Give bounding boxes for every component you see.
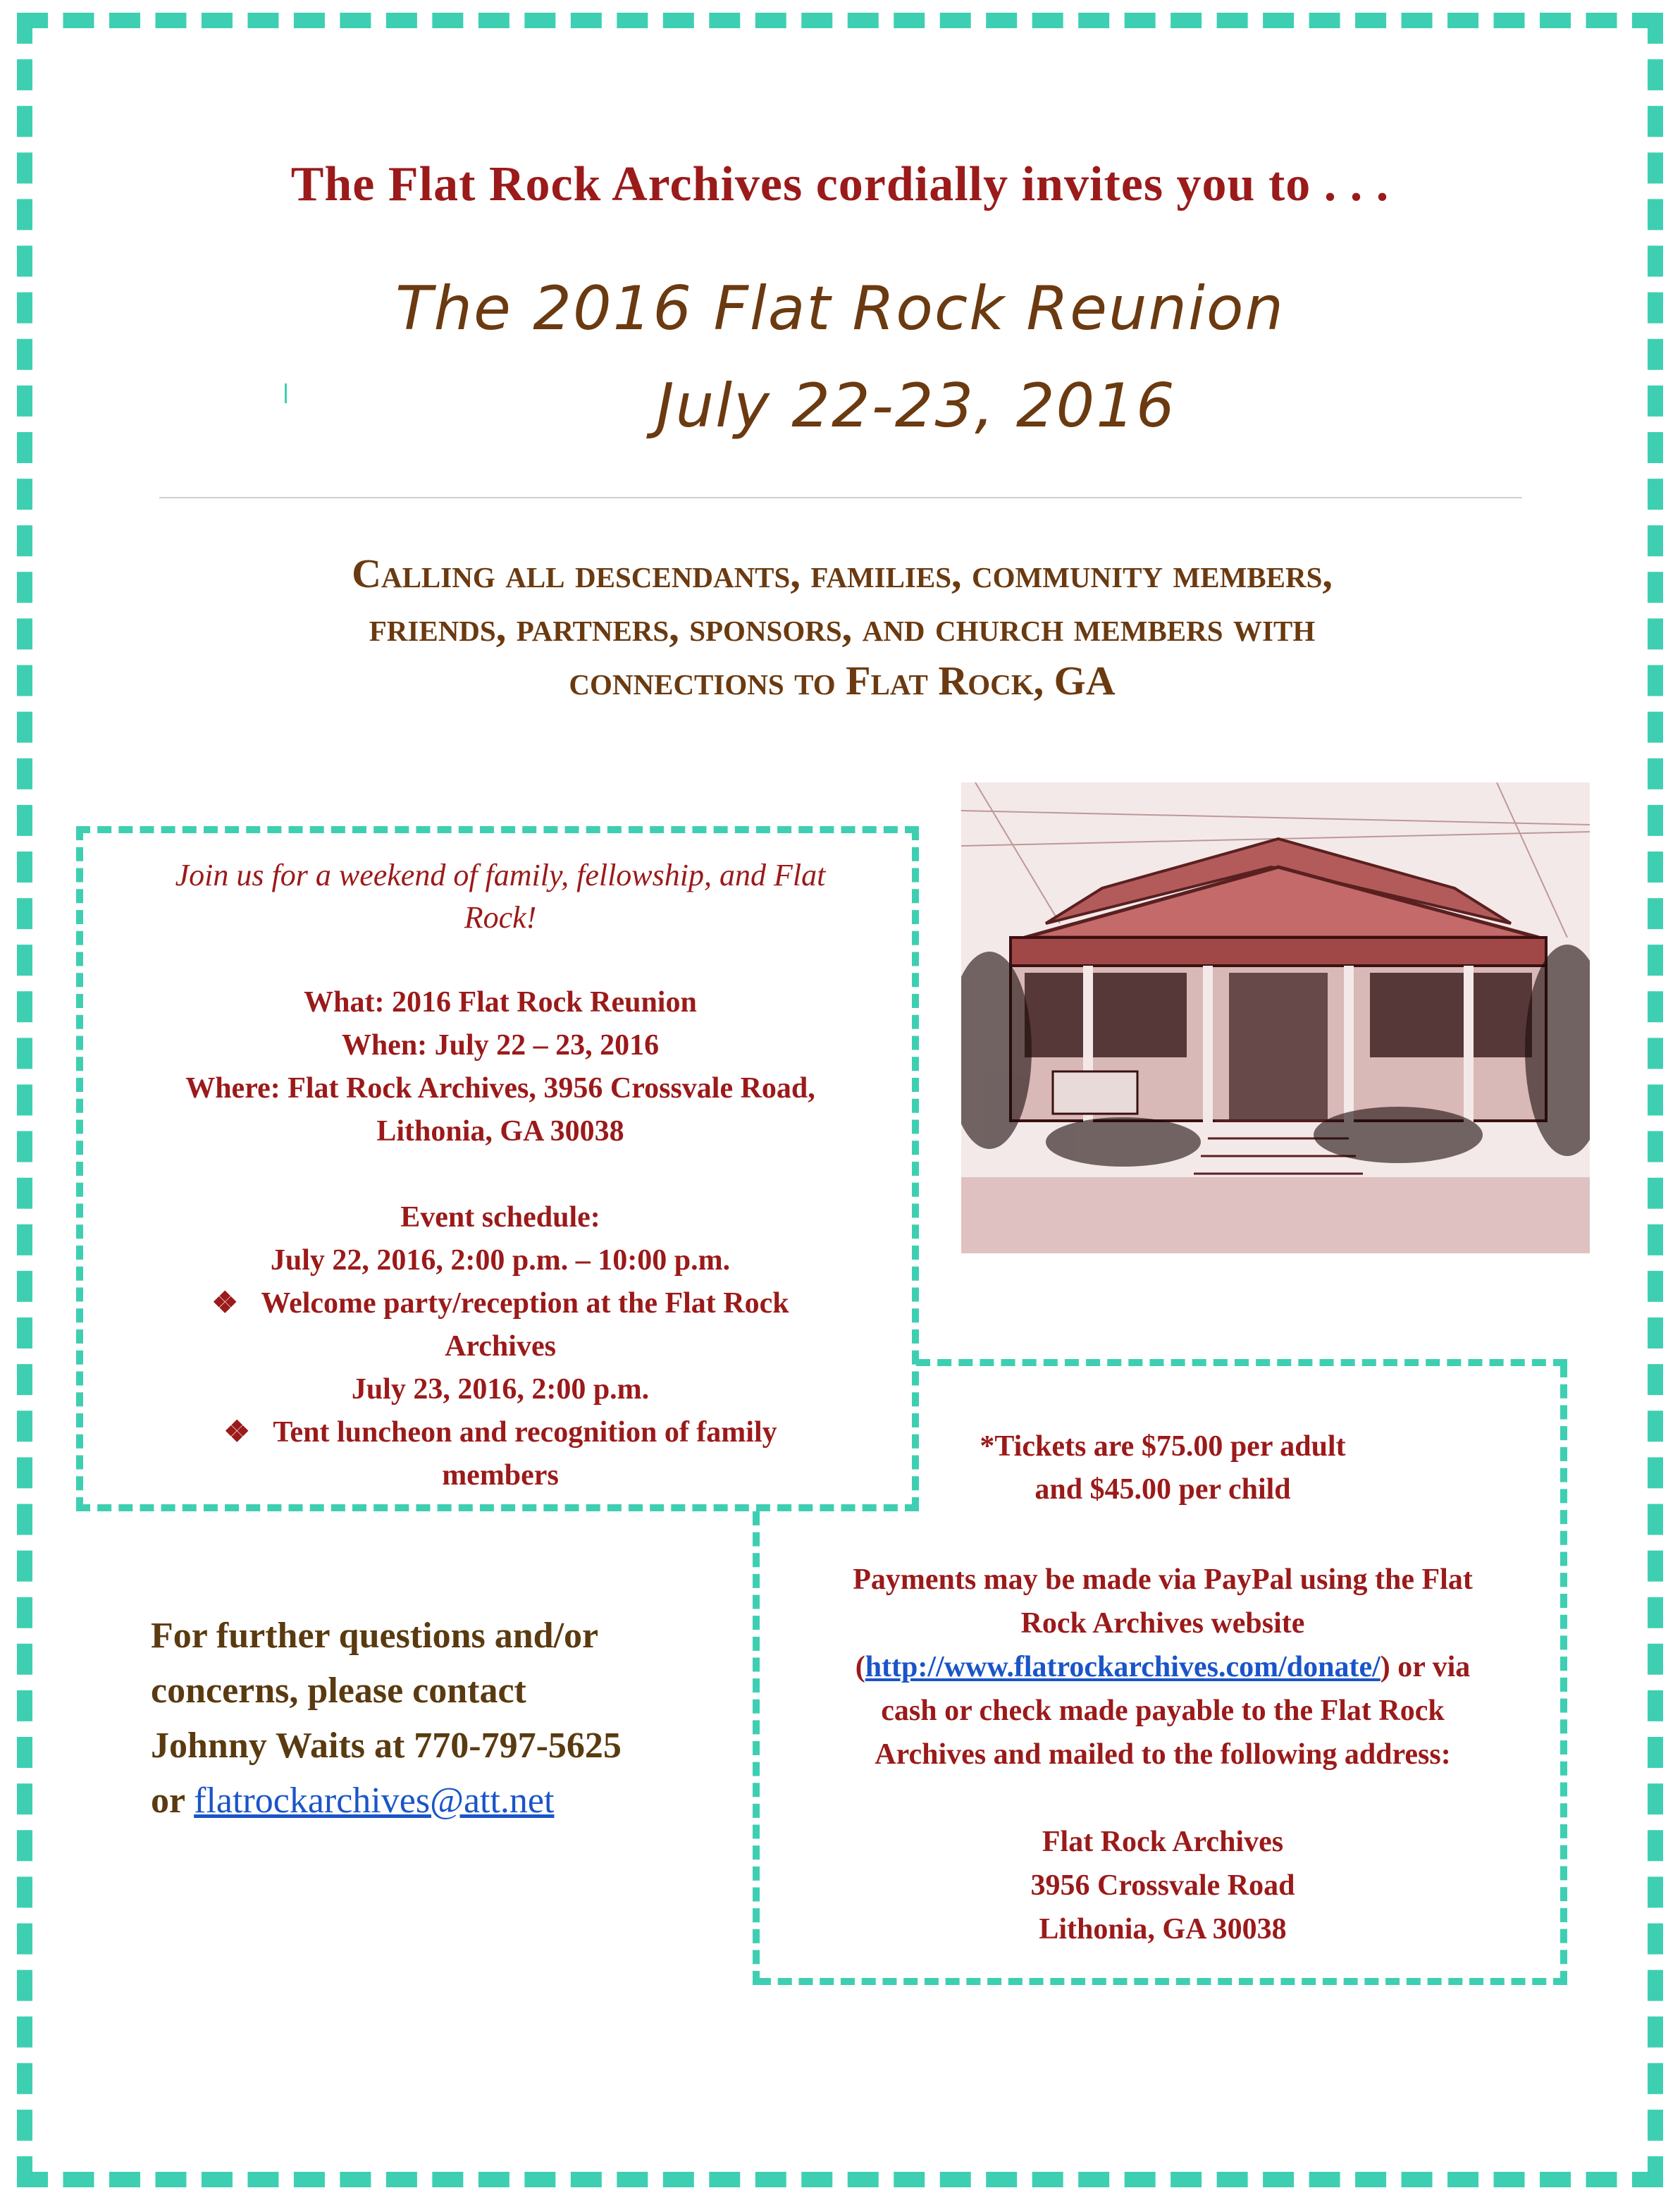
event-title: The 2016 Flat Rock Reunion	[395, 274, 1285, 344]
payment-line-4: cash or check made payable to the Flat Rock	[881, 1695, 1445, 1727]
payment-box-left-border	[753, 1511, 760, 1985]
ticket-prices	[916, 1425, 1409, 1511]
schedule-day-1: July 22, 2016, 2:00 p.m. – 10:00 p.m.	[270, 1244, 731, 1277]
contact-line-3: Johnny Waits at 770-797-5625	[151, 1726, 622, 1766]
join-line-1: Join us for a weekend of family, fellowship, and Flat	[175, 858, 826, 892]
schedule-item-2-text: Tent luncheon and recognition of family	[273, 1416, 777, 1449]
address-name: Flat Rock Archives	[1042, 1826, 1284, 1858]
payment-line-3	[775, 1645, 1550, 1689]
schedule-item-1-cont: Archives	[445, 1330, 556, 1363]
calling-line-2: friends, partners, sponsors, and church members with	[369, 604, 1316, 650]
email-link[interactable]: flatrockarchives@att.net	[194, 1781, 555, 1821]
payment-line-2: Rock Archives website	[1020, 1607, 1305, 1640]
calling-heading	[127, 547, 1557, 708]
when-line: When: July 22 – 23, 2016	[341, 1029, 660, 1062]
invite-line: The Flat Rock Archives cordially invites you to . . .	[290, 157, 1390, 211]
ticket-line-1: *Tickets are $75.00 per adult	[980, 1430, 1346, 1463]
ticket-line-2: and $45.00 per child	[1034, 1473, 1291, 1506]
schedule-heading: Event schedule:	[400, 1201, 600, 1234]
paren-open: (	[855, 1651, 865, 1683]
divider	[159, 497, 1522, 498]
contact-line-1: For further questions and/or	[151, 1616, 599, 1656]
payment-line-1: Payments may be made via PayPal using the Flat	[853, 1563, 1473, 1596]
join-intro	[106, 854, 895, 939]
bullet-icon: ❖	[223, 1416, 251, 1449]
calling-line-1: Calling all descendants, families, community members,	[352, 551, 1333, 596]
contact-line-2: concerns, please contact	[151, 1671, 526, 1711]
calling-line-3: connections to Flat Rock, GA	[569, 658, 1116, 703]
address-street: 3956 Crossvale Road	[1030, 1869, 1295, 1902]
schedule-item-2-cont: members	[442, 1459, 559, 1492]
event-dates: July 22-23, 2016	[656, 371, 1176, 441]
what-line: What: 2016 Flat Rock Reunion	[304, 986, 697, 1019]
contact-or: or	[151, 1781, 194, 1821]
link-suffix: ) or via	[1380, 1651, 1471, 1683]
payment-line-5: Archives and mailed to the following address:	[875, 1738, 1451, 1771]
schedule-item-1	[106, 1282, 895, 1325]
payment-info	[775, 1558, 1550, 1951]
where-line-1: Where: Flat Rock Archives, 3956 Crossvale Road,	[185, 1072, 815, 1105]
contact-line-4	[151, 1774, 743, 1829]
donate-link[interactable]: http://www.flatrockarchives.com/donate/	[865, 1651, 1381, 1683]
contact-info	[151, 1609, 743, 1829]
address-city: Lithonia, GA 30038	[1039, 1913, 1287, 1946]
bullet-icon: ❖	[211, 1287, 239, 1320]
where-line-2: Lithonia, GA 30038	[376, 1115, 624, 1148]
schedule-item-1-text: Welcome party/reception at the Flat Rock	[261, 1287, 789, 1320]
schedule-day-2: July 23, 2016, 2:00 p.m.	[351, 1373, 650, 1406]
decorative-tick	[285, 383, 287, 403]
house-sketch-image	[961, 782, 1590, 1253]
join-line-2: Rock!	[464, 900, 537, 935]
